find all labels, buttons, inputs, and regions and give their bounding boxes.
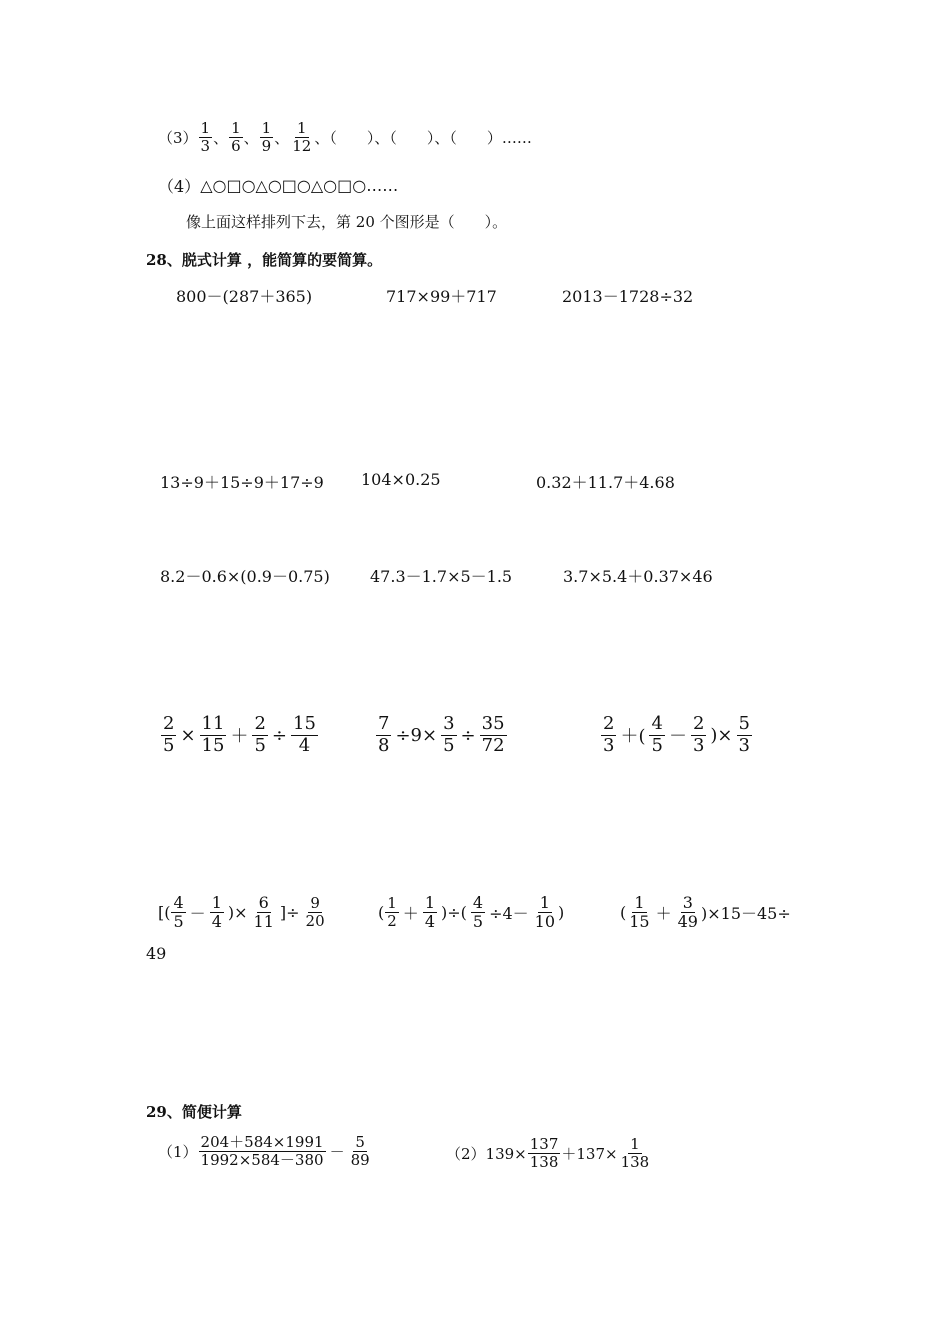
item-label: （4） xyxy=(158,177,201,196)
expression: 8.2－0.6×(0.9－0.75) xyxy=(160,567,330,586)
expression: 47.3－1.7×5－1.5 xyxy=(370,567,513,586)
answer-blanks: 、（ ）、（ ）、（ ）…… xyxy=(314,129,532,148)
fraction-expression: $\frac{2}{5}$ × $\frac{11}{15}$ ＋ $\frac{2}{5}$ ÷ $\frac{15}{4}$ xyxy=(163,713,316,756)
shape-sequence: △○□○△○□○△○□○…… xyxy=(200,176,399,195)
q29-problem-2: （2） 139× $\frac{137}{138}$ ＋137× $\frac{1}{138}$ xyxy=(446,1135,650,1172)
expression: 0.32＋11.7＋4.68 xyxy=(536,473,675,492)
q27-item4 xyxy=(158,174,398,197)
separator: 、 xyxy=(243,129,259,148)
expression: 13÷9＋15÷9＋17÷9 xyxy=(160,473,324,492)
wrapped-number: 49 xyxy=(146,944,167,963)
item-label: （3） xyxy=(158,129,198,148)
fraction: $\frac{1}{3}$ xyxy=(200,119,211,156)
q27-item3 xyxy=(158,120,532,156)
separator: 、 xyxy=(213,129,229,148)
fraction: $\frac{1}{9}$ xyxy=(261,119,272,156)
fraction-expression: ( $\frac{1}{15}$ ＋ $\frac{3}{49}$ )×15－45÷ xyxy=(620,893,791,932)
q29-title: 29、简便计算 xyxy=(146,1103,242,1121)
expression: 800－(287＋365) xyxy=(176,287,313,306)
q29-problem-1: （1） $\frac{204+584\times 1991}{1992\times 584-380}$ － $\frac{5}{89}$ xyxy=(158,1133,370,1170)
fraction-expression: $\frac{2}{3}$ ＋( $\frac{4}{5}$ － $\frac{2}{3}$ )× $\frac{5}{3}$ xyxy=(603,713,750,756)
q28-title: 28、脱式计算 ，能简算的要简算。 xyxy=(146,251,383,269)
expression: 3.7×5.4＋0.37×46 xyxy=(563,567,713,586)
expression: 717×99＋717 xyxy=(386,287,497,306)
item-label: （2） xyxy=(446,1145,486,1164)
fraction-expression: [( $\frac{4}{5}$ － $\frac{1}{4}$ )× $\frac{6}{11}$ ]÷ $\frac{9}{20}$ xyxy=(158,893,325,932)
separator: 、 xyxy=(274,129,290,148)
expression: 2013－1728÷32 xyxy=(562,287,694,306)
expression: 104×0.25 xyxy=(361,470,441,489)
fraction-expression: $\frac{7}{8}$ ÷9× $\frac{3}{5}$ ÷ $\frac{35}{72}$ xyxy=(378,713,505,756)
q27-question: 像上面这样排列下去，第 20 个图形是（ ）。 xyxy=(186,213,508,231)
fraction: $\frac{1}{6}$ xyxy=(231,119,241,156)
fraction: $\frac{1}{12}$ xyxy=(292,119,312,156)
fraction-expression: ( $\frac{1}{2}$ ＋ $\frac{1}{4}$ )÷( $\frac{4}{5}$ ÷4－ $\frac{1}{10}$ ) xyxy=(378,893,565,932)
item-label: （1） xyxy=(158,1143,198,1162)
